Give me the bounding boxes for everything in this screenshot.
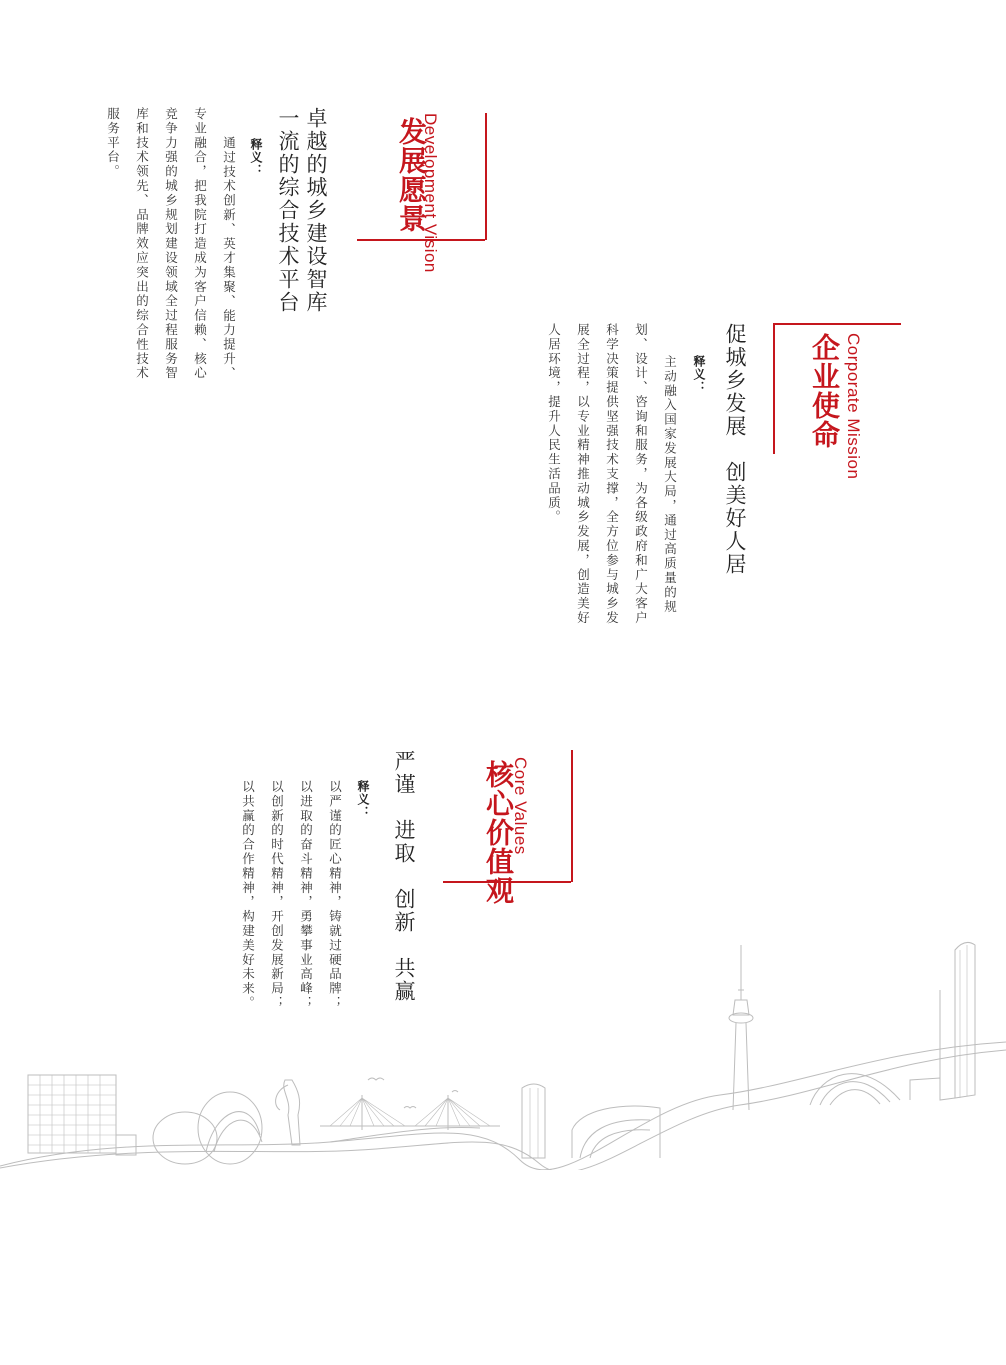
mission-box-top bbox=[773, 323, 901, 325]
values-text-line: 以创新的时代精神，开创发展新局； bbox=[269, 780, 285, 1011]
vision-slogan-line-1: 卓越的城乡建设智库 bbox=[304, 107, 328, 314]
mission-box-left bbox=[773, 323, 775, 454]
mission-slogan: 促城乡发展 创美好人居 bbox=[723, 323, 747, 576]
mission-title-zh: 企业使命 bbox=[808, 333, 841, 449]
mission-text-line: 人居环境，提升人民生活品质。 bbox=[546, 323, 562, 525]
values-title-en: Core Values bbox=[511, 757, 530, 855]
mission-text-line: 主动融入国家发展大局，通过高质量的规 bbox=[662, 355, 678, 615]
values-slogan: 严谨 进取 创新 共赢 bbox=[392, 750, 416, 1003]
vision-slogan-line-2: 一流的综合技术平台 bbox=[276, 107, 300, 314]
vision-box-right bbox=[485, 113, 487, 240]
mission-title-en: Corporate Mission bbox=[844, 333, 863, 480]
vision-title-zh: 发展愿景 bbox=[395, 117, 428, 233]
vision-label: 释义： bbox=[249, 138, 263, 177]
values-label: 释义： bbox=[356, 780, 370, 819]
vision-text-line: 通过技术创新、英才集聚、能力提升、 bbox=[221, 136, 237, 381]
vision-text-line: 竞争力强的城乡规划建设领域全过程服务智 bbox=[163, 107, 179, 381]
values-title-zh: 核心价值观 bbox=[482, 760, 515, 905]
values-box-right bbox=[571, 750, 573, 882]
values-text-line: 以严谨的匠心精神，铸就过硬品牌； bbox=[327, 780, 343, 1011]
mission-label: 释义： bbox=[692, 355, 706, 394]
mission-text-line: 科学决策提供坚强技术支撑，全方位参与城乡发 bbox=[604, 323, 620, 626]
vision-title-en: Development Vision bbox=[421, 113, 440, 273]
vision-text-line: 服务平台。 bbox=[105, 107, 121, 179]
values-text-line: 以进取的奋斗精神，勇攀事业高峰； bbox=[298, 780, 314, 1011]
vision-text-line: 专业融合，把我院打造成为客户信赖、核心 bbox=[192, 107, 208, 381]
mission-text-line: 划、设计、咨询和服务，为各级政府和广大客户 bbox=[633, 323, 649, 626]
mission-text-line: 展全过程，以专业精神推动城乡发展，创造美好 bbox=[575, 323, 591, 626]
values-text-line: 以共赢的合作精神，构建美好未来。 bbox=[240, 780, 256, 1011]
city-skyline-illustration bbox=[0, 930, 1006, 1170]
vision-text-line: 库和技术领先、品牌效应突出的综合性技术 bbox=[134, 107, 150, 381]
